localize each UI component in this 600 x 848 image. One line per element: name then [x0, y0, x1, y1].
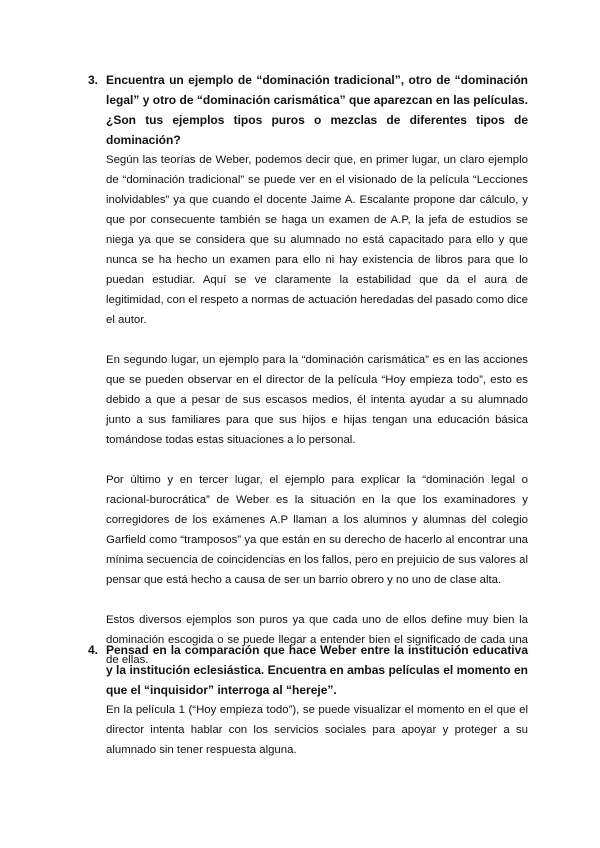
question-number: 3. [88, 73, 99, 87]
question-title: Encuentra un ejemplo de “dominación tradicional”, otro de “dominación legal” y otro de “dominación carismática” que aparezcan en las películas. ¿Son tus ejemplos tipos puros o mezclas de diferentes tipos de dominación? [106, 73, 528, 147]
answer-paragraph-legal: Por último y en tercer lugar, el ejemplo para explicar la “dominación legal o racional-burocrática” de Weber es la situación en la que los examinadores y corregidores de los exámenes A.P llaman a los alumnos y alumnas del colegio Garfield como “tramposos” ya que están en su derecho de hacerlo al encontrar una mínima secuencia de coincidencias en los fallos, pero en prejuicio de sus valores al pensar que está hecho a causa de ser un barrio obrero y no uno de clase alta. [106, 474, 528, 586]
question-title: Pensad en la comparación que hace Weber entre la institución educativa y la institución eclesiástica. Encuentra en ambas películas el momento en que el “inquisidor” interroga al “hereje”. [106, 643, 528, 697]
answer-paragraph-traditional: Según las teorías de Weber, podemos decir que, en primer lugar, un claro ejemplo de “dominación tradicional” se puede ver en el visionado de la película “Lecciones inolvidables” ya que cuando el docente Jaime A. Escalante propone dar cálculo, y que por consecuente también se haga un examen de A.P, la jefa de estudios se niega ya que se considera que su alumnado no está capacitado para ello y que nunca se ha hecho un examen para ello ni hay existencia de libros para que lo puedan estudiar. Aquí se ve claramente la estabilidad que da el aura de legitimidad, con el respeto a normas de actuación heredadas del pasado como dice el autor. [106, 154, 528, 326]
answer-paragraph-charismatic: En segundo lugar, un ejemplo para la “dominación carismática” es en las acciones que se pueden observar en el director de la película “Hoy empieza todo”, esto es debido a que a pesar de sus escasos medios, él intenta ayudar a su alumnado junto a sus familiares para que sus hijos e hijas tengan una educación básica tomándose todas estas situaciones a lo personal. [106, 354, 528, 446]
answer-paragraph-film-1: En la película 1 (“Hoy empieza todo”), se puede visualizar el momento en el que el director intenta hablar con los servicios sociales para apoyar y proteger a su alumnado sin tener respuesta alguna. [106, 704, 528, 756]
question-4 [88, 640, 528, 760]
question-3 [88, 70, 528, 670]
question-number: 4. [88, 643, 99, 657]
answer-paragraph-conclusion: Estos diversos ejemplos son puros ya que cada uno de ellos define muy bien la dominación escogida o se puede llegar a entender bien el significado de cada una de ellas. [106, 614, 528, 666]
